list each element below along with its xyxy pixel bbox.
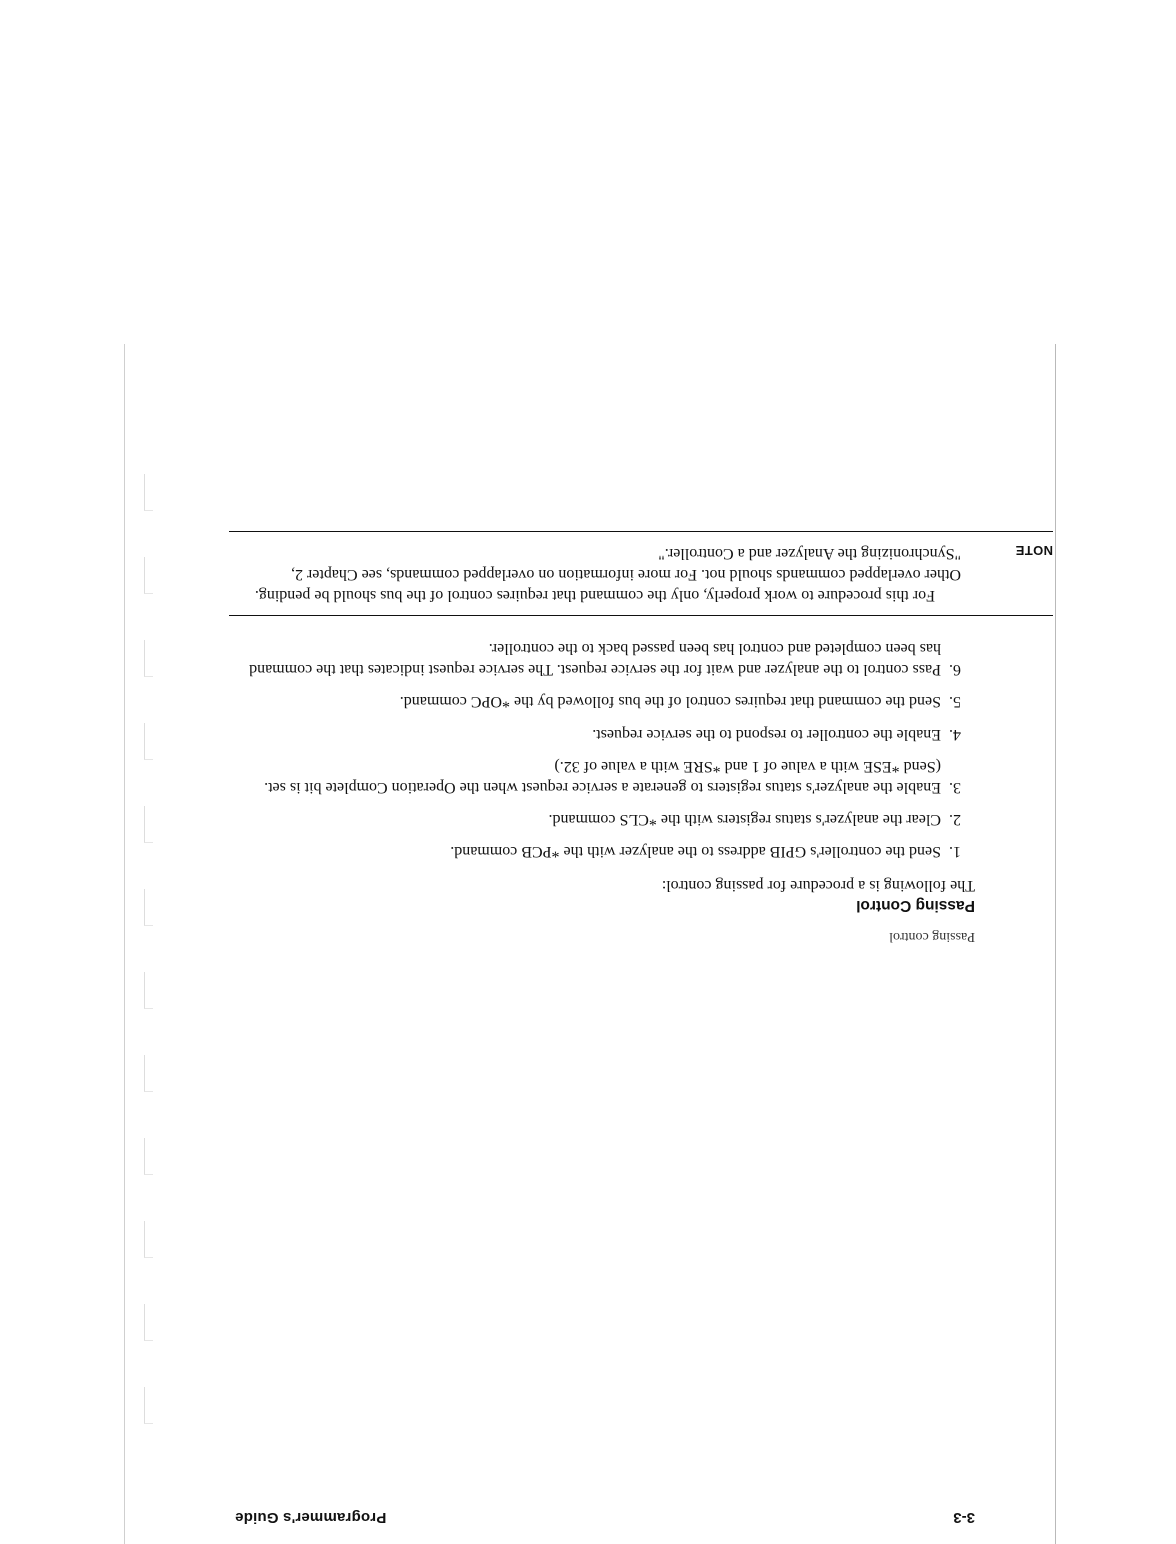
page-title: Passing Control [856,897,975,914]
list-item [230,809,975,830]
list-item-number: 6. [949,661,961,679]
list-item [230,841,975,862]
running-head [235,1492,975,1526]
note-text: For this procedure to work properly, only the command that requires control of the bus should be pending. Other overlapped commands should not. For more information on overlapped commands, see Chapter 2, "Synchronizing the Analyzer and a Controller." [254,544,961,605]
note-top-rule [229,615,1053,616]
procedure-list [230,638,975,862]
list-item [230,723,975,744]
page-body [230,531,1053,944]
list-item [230,756,975,798]
page-number: 3-3 [953,1509,975,1526]
running-head-title: Programmer's Guide [235,1509,387,1526]
list-item-text: Send the command that requires control of the bus followed by the *OPC command. [399,693,941,711]
list-item [230,691,975,712]
list-item-number: 3. [949,778,961,796]
list-item-text: Pass control to the analyzer and wait for the service request. The service request indicates that the command has been completed and control has been passed back to the controller. [249,640,941,679]
list-item-number: 1. [949,843,961,860]
list-item-number: 4. [949,725,961,743]
lead-paragraph: The following is a procedure for passing control: [661,877,975,894]
list-item-text: Send the controller's GPIB address to the analyzer with the *PCB command. [450,843,941,860]
breadcrumb: Passing control [889,929,975,944]
list-item-text: Clear the analyzer's status registers with the *CLS command. [548,810,941,828]
list-item-text: Enable the analyzer's status registers to generate a service request when the Operation Complete bit is set. (Send *ESE with a value of 1 and *SRE with a value of 32.) [264,757,941,796]
page-header [235,1486,975,1526]
note-bottom-rule [229,531,1053,532]
scan-edge-artifacts [143,244,153,1424]
list-item [230,638,975,680]
list-item-number: 5. [949,693,961,711]
note-block [230,531,1053,616]
page-sheet [124,344,1056,1544]
note-label: NOTE [1015,543,1053,559]
list-item-number: 2. [949,810,961,828]
list-item-text: Enable the controller to respond to the service request. [592,725,941,743]
